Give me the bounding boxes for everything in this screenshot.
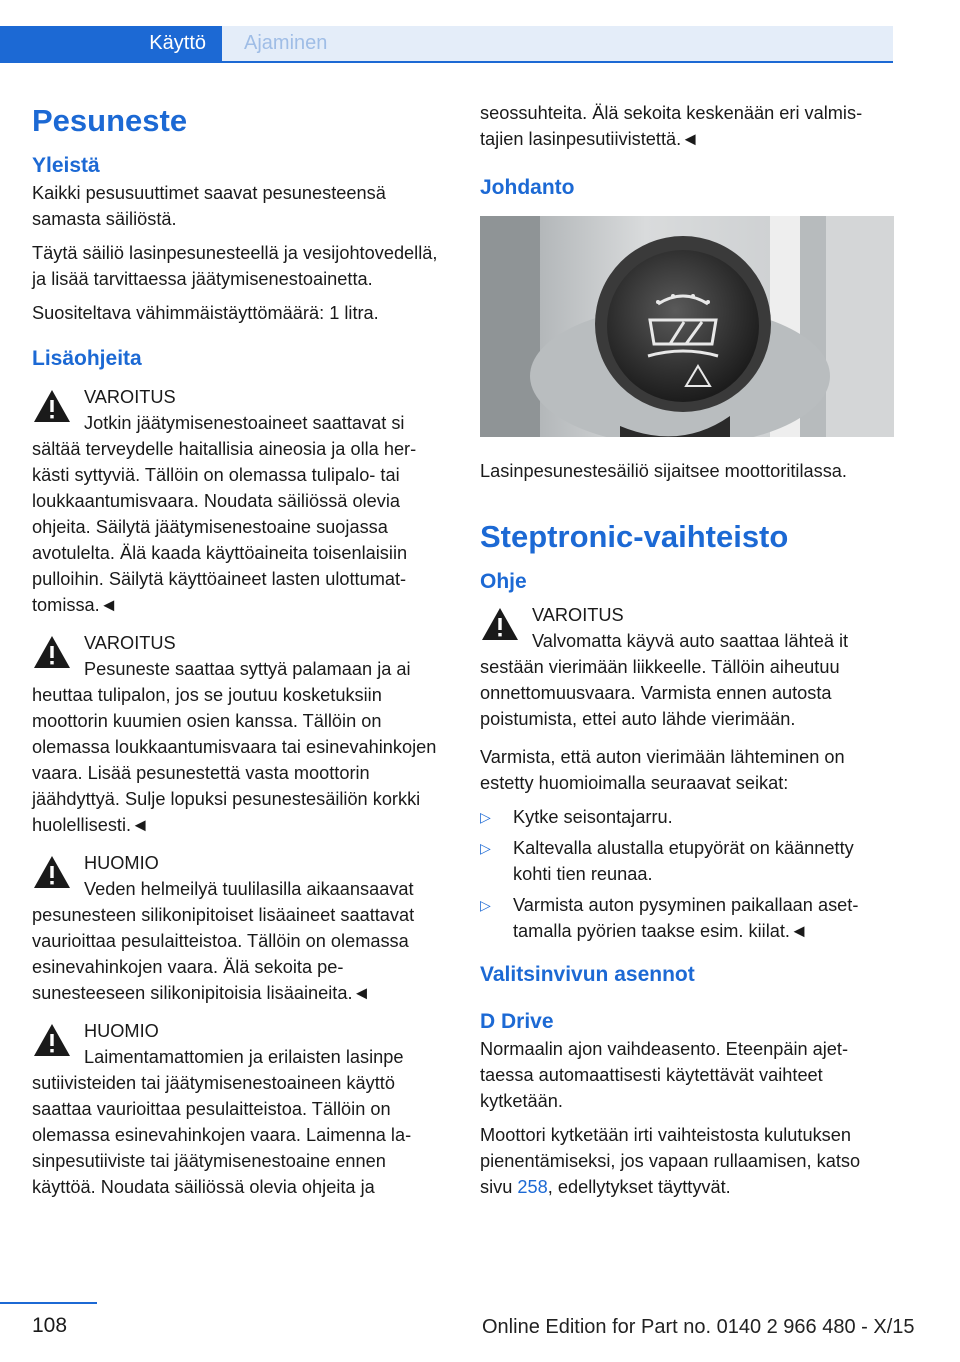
list-item: ▷ Varmista auton pysyminen paikallaan asettamalla pyörien taakse esim. kiilat.◄	[480, 892, 894, 944]
warning-label: VAROITUS	[532, 605, 624, 625]
triangle-bullet-icon: ▷	[480, 897, 491, 913]
caution-text: pesunesteen silikonipitoiset lisäaineet saattavat vaurioittaa pesulaitteistoa. Tällöin on olemassa esinevahinkojen vaara. Älä sekoita pesunesteeseen silikonipitoisia lisäaineita.◄	[32, 905, 415, 1003]
left-column	[32, 100, 446, 1212]
edition-footer: Online Edition for Part no. 0140 2 966 480 - X/15	[482, 1316, 915, 1338]
warning-text-first: Jotkin jäätymisenestoaineet saattavat si	[84, 413, 405, 433]
caution-text-first: Veden helmeilyä tuulilasilla aikaansaavat	[84, 879, 414, 899]
warning-block	[32, 384, 446, 618]
bullet-list	[480, 804, 894, 944]
warning-triangle-icon	[480, 606, 520, 642]
chapter-tabs	[0, 26, 893, 61]
caution-label: HUOMIO	[84, 853, 159, 873]
warning-triangle-icon	[32, 388, 72, 424]
warning-label: VAROITUS	[84, 387, 176, 407]
heading-lisaohjeita: Lisäohjeita	[32, 347, 142, 370]
warning-text: sestään vierimään liikkeelle. Tällöin aiheutuu onnettomuusvaara. Varmista ennen autosta poistumista, ettei auto lähde vierimään.	[480, 657, 840, 729]
paragraph: Normaalin ajon vaihdeasento. Eteenpäin ajettaessa automaattisesti käytettävät vaihteet kytketään.	[480, 1039, 849, 1111]
paragraph-continued: seossuhteita. Älä sekoita keskenään eri valmistajien lasinpesutiivistettä.◄	[480, 103, 863, 149]
right-column	[480, 100, 894, 1208]
page-number: 108	[32, 1314, 68, 1337]
caution-label: HUOMIO	[84, 1021, 159, 1041]
warning-triangle-icon	[32, 1022, 72, 1058]
triangle-bullet-icon: ▷	[480, 840, 491, 856]
heading-johdanto: Johdanto	[480, 176, 575, 199]
warning-text: heuttaa tulipalon, jos se joutuu kosketuksiin moottorin kuumien osien kanssa. Tällöin on olemassa loukkaantumisvaara tai esinevahinkojen vaara. Lisää pesunestettä vasta moottorin jäähdyttyä. Sulje lopuksi pesunestesäiliön korkki huolellisesti.◄	[32, 685, 437, 835]
section-title-steptronic: Steptronic-vaihteisto	[480, 519, 789, 554]
caution-text-first: Laimentamattomien ja erilaisten lasinpe	[84, 1047, 404, 1067]
warning-triangle-icon	[32, 634, 72, 670]
footer-divider	[0, 1302, 97, 1304]
list-item: ▷ Kaltevalla alustalla etupyörät on käännetty kohti tien reunaa.	[480, 835, 894, 887]
warning-label: VAROITUS	[84, 633, 176, 653]
caution-block	[32, 850, 446, 1006]
paragraph: Varmista, että auton vierimään lähteminen on estetty huomioimalla seuraavat seikat:	[480, 747, 845, 793]
warning-text: sältää terveydelle haitallisia aineosia ja olla herkästi syttyviä. Tällöin on olemassa tulipalo- tai loukkaantumisvaara. Noudata säiliössä olevia ohjeita. Säilytä jäätymisenestoaine suojassa avotulelta. Älä kaada käyttöaineita toisenlaisiin pulloihin. Säilytä käyttöaineet lasten ulottumattomissa.◄	[32, 439, 417, 615]
heading-ohje: Ohje	[480, 570, 527, 593]
tab-kaytto[interactable]: Käyttö	[0, 26, 222, 61]
page-link-258[interactable]: 258	[517, 1177, 548, 1197]
caution-block	[32, 1018, 446, 1200]
warning-block	[32, 630, 446, 838]
caution-text: sutiivisteiden tai jäätymisenestoaineen käyttö saattaa vaurioittaa pesulaitteistoa. Tällöin on olemassa esinevahinkojen vaara. Laimenna lasinpesutiiviste tai jäätymisenestoaine ennen käyttöä. Noudata säiliössä olevia ohjeita ja	[32, 1073, 412, 1197]
paragraph: Täytä säiliö lasinpesunesteellä ja vesijohtovedellä, ja lisää tarvittaessa jäätymisenestoainetta.	[32, 243, 438, 289]
section-title-pesuneste: Pesuneste	[32, 103, 188, 138]
heading-valitsinvivun-asennot: Valitsinvivun asennot	[480, 963, 695, 986]
warning-text-first: Pesuneste saattaa syttyä palamaan ja ai	[84, 659, 411, 679]
washer-fluid-cap-image	[480, 216, 894, 437]
list-item: ▷ Kytke seisontajarru.	[480, 804, 894, 830]
warning-text-first: Valvomatta käyvä auto saattaa lähteä it	[532, 631, 849, 651]
heading-yleista: Yleistä	[32, 154, 100, 177]
paragraph: Suositeltava vähimmäistäyttömäärä: 1 litra.	[32, 303, 379, 323]
paragraph: Kaikki pesusuuttimet saavat pesunesteensä samasta säiliöstä.	[32, 183, 386, 229]
header-divider	[0, 61, 893, 63]
tab-ajaminen[interactable]: Ajaminen	[222, 26, 893, 61]
warning-block	[480, 602, 894, 732]
warning-triangle-icon	[32, 854, 72, 890]
paragraph: Moottori kytketään irti vaihteistosta kulutuksen pienentämiseksi, jos vapaan rullaamisen, katso sivu 258, edellytykset täyttyvät.	[480, 1125, 861, 1197]
triangle-bullet-icon: ▷	[480, 809, 491, 825]
figure-caption: Lasinpesunestesäiliö sijaitsee moottoritilassa.	[480, 461, 847, 481]
heading-d-drive: D Drive	[480, 1010, 554, 1033]
